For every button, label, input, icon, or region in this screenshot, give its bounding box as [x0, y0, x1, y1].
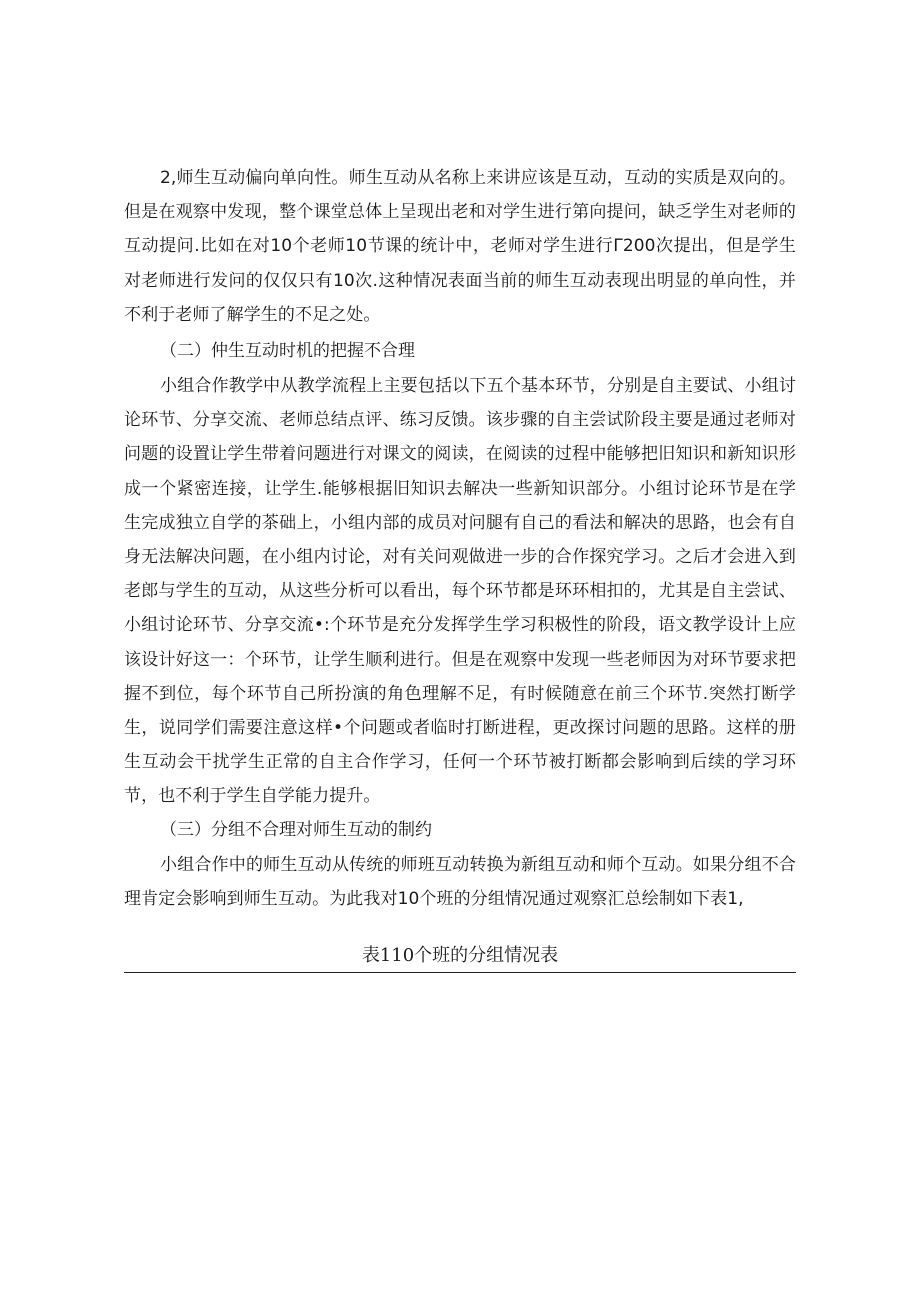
paragraph-one-way-interaction: 2,师生互动偏向单向性。师生互动从名称上来讲应该是互动，互动的实质是双向的。但是在观察中发现，整个课堂总体上呈现出老和对学生进行第向提问，缺乏学生对老师的互动提问.比如在对10个老师10节课的统计中，老师对学生进行Γ200次提出，但是学生对老师进行发问的仅仅只有10次.这种情况表面当前的师生互动表现出明显的单向性，并不利于老师了解学生的不足之处。: [124, 168, 796, 325]
paragraph-grouping: 小组合作中的师生互动从传统的师班互动转换为新组互动和师个互动。如果分组不合理肯定会影响到师生互动。为此我对10个班的分组情况通过观察汇总绘制如下表1,: [124, 855, 796, 910]
table-caption: 表110个班的分组情况表: [361, 945, 559, 966]
section-heading-3: （三）分组不合理对师生互动的制约: [160, 820, 432, 840]
table-top-rule: [124, 972, 796, 973]
paragraph-interaction-timing: 小组合作教学中从教学流程上主要包括以下五个基本环节，分别是自主要试、小组讨论环节、分享交流、老师总结点评、练习反馈。该步骤的自主尝试阶段主要是通过老师对问题的设置让学生带着问题进行对课文的阅读，在阅读的过程中能够把旧知识和新知识形成一个紧密连接，让学生.能够根据旧知识去解决一些新知识部分。小组讨论环节是在学生完成独立自学的茶础上，小组内部的成员对问腿有自己的看法和解决的思路，也会有自身无法解决问题，在小组内讨论，对有关问观做进一步的合作探究学习。之后才会进入到老郎与学生的互动，从这些分析可以看出，每个环节都是环环相扣的，尤其是自主尝试、小组讨论环节、分享交流•:个环节是充分发挥学生学习积极性的阶段，语文教学设计上应该设计好这一：个环节，让学生顺利进行。但是在观察中发现一些老师因为对环节要求把握不到位，每个环节自己所扮演的角色理解不足，有时候随意在前三个环节.突然打断学生，说同学们需要注意这样•个问题或者临时打断进程，更改探讨问题的思路。这样的册生互动会干扰学生正常的自主合作学习，任何一个环节被打断都会影响到后续的学习环节，也不利于学生自学能力提升。: [124, 376, 796, 807]
section-heading-2: （二）仲生互动时机的把握不合理: [160, 341, 415, 361]
